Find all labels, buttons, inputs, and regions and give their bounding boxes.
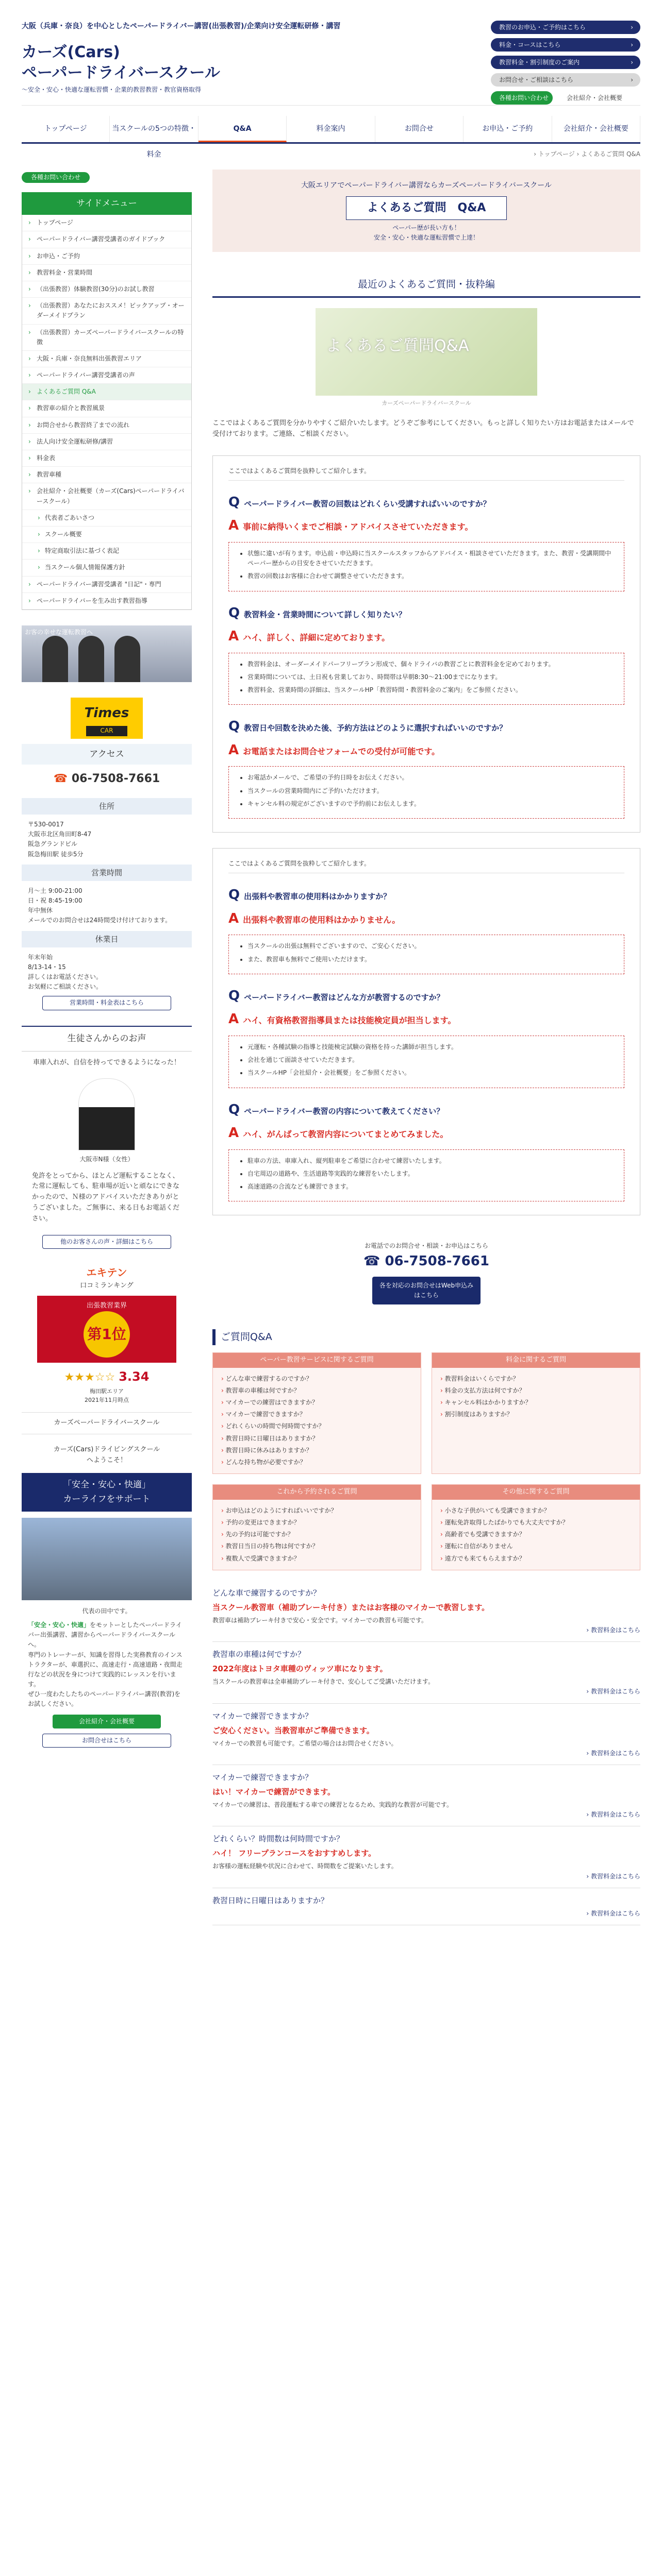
voice-name: 大阪市N様（女性） [79,1156,134,1163]
qa-question: マイカーで練習できますか？ [212,1772,313,1782]
answer-mark-icon: A [228,518,239,534]
category-link[interactable]: › 教習料金はいくらですか？ [440,1373,632,1385]
faq-detail-item: • キャンセル料の規定がございますので予約前にお伝えします。 [247,799,615,809]
rank-badge: 第1位 [84,1311,130,1358]
nav-contact[interactable]: お問合せ [375,116,464,142]
faq-question [228,986,624,1007]
faq-detail-item: • 営業時間については、土日祝も営業しており、時間帯は早朝8:30〜21:00までになります。 [247,672,615,682]
times-car-logo[interactable] [71,698,143,739]
slogan-2: へようこそ！ [86,1456,127,1464]
hero-desc-1: ペーパー歴が長い方も！ [392,224,460,231]
inquiry-button[interactable]: お問合せ・ご相談はこちら › [491,73,640,87]
more-voices-button[interactable]: 他のお客さんの声・詳細はこちら [42,1235,171,1249]
category-link[interactable]: › 小さな子供がいても受講できますか？ [440,1505,632,1517]
qa-answer: 当スクール教習車（補助ブレーキ付き）またはお客様のマイカーで教習します。 [212,1602,490,1612]
faq-detail-item: • 教習料金は、オーダーメイドパーフリープラン形成で、個々ドライバの教習ごとに教習料金を定めております。 [247,659,615,669]
arrow-icon: › [631,41,633,48]
qa-answer: はい！マイカーで練習ができます。 [212,1787,336,1797]
sidebar-item[interactable]: › （出張教習）体験教習(30分)のお試し教習 [22,281,191,298]
qa-more-link[interactable]: › 教習料金はこちら [586,1749,640,1757]
ekiten-logo: エキテン [86,1266,127,1279]
question-mark-icon: Q [228,988,240,1004]
faq-detail-item: • 当スクールの営業時間内にご予約いただけます。 [247,786,615,796]
times-brand: Times [84,705,129,721]
address-text: 〒530-0017 大阪市北区角田町8-47 阪急グランドビル 阪急梅田駅 徒歩5分 [28,821,92,858]
profile-body-2: 専門のトレーナーが、知識を習得した実務教育のインストラクターが、車選択に、高速走行・高速道路・夜間走行などの状況を身につけて実践的にレッスンを行います。 [28,1651,183,1688]
nav-price[interactable]: 料金案内 [287,116,375,142]
sidebar-item[interactable]: › （出張教習）カーズペーパードライバースクールの特徴 [22,325,191,351]
ekiten-sub: 口コミランキング [80,1281,134,1290]
tel-label: お電話でのお問合せ・相談・お申込はこちら [364,1242,488,1250]
rank-box [37,1296,176,1363]
qa-text: 当スクールの教習車は全車補助ブレーキ付きで、安心してご受講いただけます。 [212,1678,435,1686]
sidebar-item[interactable]: › 代表者ごあいさつ [22,510,191,527]
staff-figures [42,636,68,682]
faq-image-text: よくあるご質問Q&A [326,337,469,355]
faq-answer [228,740,624,761]
faq-question-text: ペーパードライバー教習の回数はどれくらい受講すればいいのですか？ [244,499,491,509]
category-link[interactable]: › キャンセル料はかかりますか？ [440,1397,632,1409]
faq-answer [228,908,624,930]
web-inquiry-button[interactable]: 各を対応のお問合せはWeb申込みはこちら [372,1277,481,1304]
faq-detail-item: • 状態に違いが有ります。申込前・申込時に当スクールスタッフからアドバイス・相談させていただきます。また、教習・受講期間中ペーパー歴からの目安をさせていただきます。 [247,549,615,568]
faq-question [228,885,624,906]
category-link[interactable]: › 複数人で受講できますか？ [221,1553,412,1565]
category-link[interactable]: › 料金の支払方法は何ですか？ [440,1385,632,1397]
page-title: よくあるご質問 Q&A [346,196,507,219]
qa-item [212,1642,640,1703]
category-link[interactable]: › どれくらいの時間で何時間ですか？ [221,1420,412,1432]
sidebar-item[interactable]: › 当スクール個人情報保護方針 [22,560,191,576]
faq-answer-text: ハイ、詳しく、詳細に定めております。 [243,633,390,643]
hours-title: 営業時間 [22,865,192,881]
hours-link[interactable]: 営業時間・料金表はこちら [42,996,171,1010]
qa-more-link[interactable]: › 教習料金はこちら [586,1872,640,1880]
faq-detail-item: • 会社を通じて面談させていただきます。 [247,1055,615,1065]
qa-item [212,1826,640,1888]
faq-answer [228,626,624,648]
nav-reserve[interactable]: お申込・ご予約 [464,116,552,142]
category-link[interactable]: › 予約の変更はできますか？ [221,1517,412,1529]
qa-text: お客様の運転経験や状況に合わせて、時間数をご提案いたします。 [212,1862,398,1870]
category-link[interactable]: › 割引制度はありますか？ [440,1409,632,1420]
faq-detail-item: • お電話かメールで、ご希望の予約日時をお伝えください。 [247,773,615,783]
faq-image-caption: カーズペーパードライバースクール [382,400,471,407]
nav-qa[interactable]: Q&A [198,116,287,142]
qa-answer: ハイ！ フリープランコースをおすすめします。 [212,1849,376,1858]
faq-answer-detail [228,935,624,974]
question-mark-icon: Q [228,494,240,510]
nav-company[interactable]: 会社紹介・会社概要 [552,116,640,142]
phone-icon: ☎ [363,1253,385,1269]
qa-list [212,1581,640,1925]
slogan-4: カーライフをサポート [63,1494,151,1504]
area-date: 2021年11月時点 [85,1397,129,1404]
address-title: 住所 [22,798,192,815]
profile-body-3: ぜひ一度わたしたちのペーパードライバー講習(教習)をお試しください。 [28,1690,181,1708]
faq-detail-item: • 当スクールの出張は無料でございますので、ご安心ください。 [247,941,615,951]
sidebar-phone[interactable]: ☎ 06-7508-7661 [53,772,160,785]
question-mark-icon: Q [228,1101,240,1117]
qa-more-link[interactable]: › 教習料金はこちら [586,1811,640,1819]
answer-mark-icon: A [228,1125,239,1141]
sidebar-item[interactable]: › 特定商取引法に基づく表記 [22,543,191,560]
sidebar-item[interactable]: › 大阪・兵庫・奈良無料出張教習エリア [22,351,191,367]
faq-answer-detail [228,542,624,591]
faq-answer-detail [228,766,624,819]
faq-answer [228,1123,624,1144]
sidebar-item[interactable]: › よくあるご質問 Q&A [22,384,191,400]
qa-item [212,1581,640,1642]
slogan-banner [22,1473,192,1511]
hours-text: 月〜土 9:00-21:00 日・祝 8:45-19:00 年中無休 メールでのお問合せは24時間受け付けております。 [28,887,172,924]
arrow-icon: › [631,76,633,83]
area-label: 梅田駅エリア [90,1387,124,1395]
rating-stars: ★★★☆☆ 3.34 [64,1369,150,1384]
faq-question-text: ペーパードライバー教習はどんな方が教習するのですか？ [244,992,444,1002]
faq-answer-detail [228,653,624,705]
slogan-3: 「安全・安心・快適」 [63,1480,151,1490]
logo-line-2[interactable]: ペーパードライバースクール [22,64,220,82]
qa-text: マイカーでの練習は、普段運転する車での練習となるため、実践的な教習が可能です。 [212,1801,453,1808]
faq-box-note: ここではよくあるご質問を抜粋してご紹介します。 [228,859,624,873]
sidebar-item[interactable]: › 料金表 [22,450,191,467]
category-link[interactable]: › 教習日時に休みはありますか？ [221,1445,412,1456]
qa-question: どんな車で練習するのですか？ [212,1588,321,1598]
ceo-photo [22,1518,192,1600]
faq-image [316,308,537,396]
category-link[interactable]: › 教習車の車種は何ですか？ [221,1385,412,1397]
faq-detail-item: • 教習の回数はお客様に合わせて調整させていただきます。 [247,571,615,581]
rank-label: 出張教習業界 [86,1301,127,1310]
qa-question: 教習日時に日曜日はありますか？ [212,1895,329,1905]
header-buttons [491,21,640,109]
faq-detail-item: • 駐車の方法、車庫入れ、縦列駐車をご希望に合わせて練習いたします。 [247,1156,615,1166]
qa-item [212,1888,640,1925]
qa-question: 教習車の車種は何ですか？ [212,1650,306,1659]
faq-answer [228,1009,624,1030]
intro-text: ここではよくあるご質問を分かりやすくご紹介いたします。どうぞご参考にしてください。もっと詳しく知りたい方はお電話またはメールで受付けております。ご連絡、ご相談ください。 [212,419,634,438]
sidebar-item[interactable]: › スクール概要 [22,527,191,543]
faq-question-text: 出張料や教習車の使用料はかかりますか？ [244,892,391,902]
sidebar-item[interactable]: › トップページ [22,215,191,231]
profile-highlight: 「安全・安心・快適」 [28,1621,90,1629]
answer-mark-icon: A [228,742,239,758]
hero-desc-2: 安全・安心・快適な運転習慣で上達！ [373,233,479,241]
nav-top[interactable]: トップページ [22,116,110,142]
times-sub: CAR [86,726,127,736]
profile-body: をモットーとしたペーパードライバー出張講習、講習からペーパードライバースクールへ。 [28,1621,182,1649]
category-link[interactable]: › マイカーでの練習はできますか？ [221,1397,412,1409]
category-head: ペーパー教習サービスに関するご質問 [213,1353,421,1368]
category-link[interactable]: › お申込はどのようにすればいいですか？ [221,1505,412,1517]
faq-detail-item: • また、教習車も無料でご使用いただけます。 [247,955,615,964]
faq-answer-detail [228,1149,624,1202]
closed-title: 休業日 [22,931,192,947]
category-head: その他に関するご質問 [432,1485,640,1500]
qa-question: マイカーで練習できますか？ [212,1711,313,1721]
customer-avatar [78,1078,135,1150]
company-button[interactable]: 会社紹介・会社概要 [558,91,635,104]
discount-button[interactable]: 教習料金・割引制度のご案内 › [491,56,640,69]
nav-features[interactable]: 当スクールの5つの特徴・料金 [110,116,198,142]
faq-detail-item: • 元運転・各種試験の指導と技能検定試験の資格を持った講師が担当します。 [247,1042,615,1052]
answer-mark-icon: A [228,629,239,645]
sidebar-item[interactable]: › 会社紹介・会社概要（カーズ(Cars)ペーパードライバースクール） [22,483,191,510]
tel-box [212,1231,640,1319]
question-mark-icon: Q [228,887,240,903]
question-mark-icon: Q [228,605,240,621]
sidebar-menu-title: サイドメニュー [22,192,192,215]
sidebar-item[interactable]: › ペーパードライバー講習受講者 "日記"・専門 [22,577,191,593]
faq-detail-item: • 高速道路の合流なども練習できます。 [247,1182,615,1192]
faq-question [228,716,624,738]
header-tagline: 大阪（兵庫・奈良）を中心としたペーパードライバー講習(出張教習)/企業向け安全運転研修・講習 [22,22,341,30]
sidebar [22,164,192,1925]
faq-box [212,848,640,1215]
faq-answer-detail [228,1036,624,1088]
qa-more-link[interactable]: › 教習料金はこちら [586,1626,640,1634]
category-head: 料金に関するご質問 [432,1353,640,1368]
faq-answer-text: ハイ、有資格教習指導員または技能検定員が担当します。 [243,1015,456,1026]
category-head: これから予約されるご質問 [213,1485,421,1500]
access-title: アクセス [22,744,192,765]
sidebar-item[interactable]: › ペーパードライバー講習受講者の声 [22,367,191,384]
faq-answer-text: 事前に納得いくまでご相談・アドバイスさせていただきます。 [243,522,473,532]
logo-subtitle: ～安全・安心・快適な運転習慣・企業的教習教習・教官資格取得 [22,86,202,93]
faq-question [228,1099,624,1121]
ekiten-ranking[interactable] [22,1264,192,1405]
faq-box [212,455,640,833]
sidebar-item[interactable]: › 教習車の紹介と教習風景 [22,400,191,417]
site-header [22,0,640,106]
profile-text [22,1620,192,1709]
faq-answer [228,515,624,537]
ceo-caption: 代表の田中です。 [82,1607,131,1615]
category-link[interactable]: › どんな車で練習するのですか？ [221,1373,412,1385]
photo-caption: お客の幸せな運転教習へ [25,628,93,636]
qa-text: 教習車は補助ブレーキ付きで安心・安全です。マイカーでの教習も可能です。 [212,1616,428,1624]
qa-item [212,1704,640,1765]
qa-text: マイカーでの教習も可能です。ご希望の場合はお問合せください。 [212,1739,398,1747]
faq-question [228,603,624,624]
inquiry-link[interactable]: お問合せはこちら [42,1734,171,1748]
contact-small-button[interactable]: 各種お問い合わせ [491,91,553,105]
faq-answer-text: ハイ、がんばって教習内容についてまとめてみました。 [243,1129,449,1140]
answer-mark-icon: A [228,910,239,926]
category-link[interactable]: › マイカーで練習できますか？ [221,1409,412,1420]
staff-photo [22,625,192,682]
faq-question-text: 教習料金・営業時間について詳しく知りたい？ [244,609,406,619]
voice-detail: 免許をとってから、ほとんど運転することなく、た常に運転しても、駐車場が近いと頑なにできなかったので、Ｎ様のアドバイスいただきありがとうございました。ご無事に、来る日もお電話ください。 [32,1172,180,1223]
sidebar-contact-badge[interactable]: 各種お問い合わせ [22,172,90,183]
cars-link[interactable]: カーズペーパードライバースクール [22,1412,192,1434]
answer-mark-icon: A [228,1011,239,1027]
company-profile-button[interactable]: 会社紹介・会社概要 [53,1715,161,1728]
sidebar-item[interactable]: › ペーパードライバー講習受講者のガイドブック [22,231,191,248]
sidebar-item[interactable]: › 教習料金・営業時間 [22,265,191,281]
tel-number[interactable]: ☎ 06-7508-7661 [363,1253,489,1269]
category-box [212,1484,421,1570]
logo-line-1[interactable]: カーズ(Cars) [22,43,120,61]
sidebar-item[interactable]: › ペーパードライバーを生み出す教習指導 [22,593,191,609]
slogan-1: カーズ(Cars)ドライビングスクール [53,1445,160,1453]
sidebar-item[interactable]: › お問合せから教習終了までの流れ [22,417,191,434]
category-link[interactable]: › 先の予約は可能ですか？ [221,1529,412,1540]
voice-title: 生徒さんからのお声 [22,1026,192,1052]
category-link[interactable]: › 教習日当日の持ち物は何ですか？ [221,1540,412,1552]
question-mark-icon: Q [228,719,240,735]
category-box [432,1484,640,1570]
hero [212,170,640,252]
category-link[interactable]: › 教習日時に日曜日はありますか？ [221,1433,412,1445]
category-link[interactable]: › 運転に自信がありません [440,1540,632,1552]
price-course-button[interactable]: 料金・コースはこちら › [491,38,640,52]
sidebar-item[interactable]: › お申込・ご予約 [22,248,191,265]
reservation-button[interactable]: 教習のお申込・ご予約はこちら › [491,21,640,34]
faq-question-text: 教習日や回数を決めた後、予約方法はどのように選択すればいいのですか？ [244,723,507,733]
main-content [212,164,640,1925]
qa-question: どれくらい？時間数は何時間ですか？ [212,1834,344,1844]
faq-answer-text: お電話またはお問合せフォームでの受付が可能です。 [243,746,440,756]
hero-sub: 大阪エリアでペーパードライバー講習ならカーズペーパードライバースクール [301,181,552,190]
closed-text: 年末年始 8/13-14・15 詳しくはお電話ください。 お気軽にご相談ください。 [28,953,103,991]
sidebar-item[interactable]: › 法人向け安全運転研修/講習 [22,434,191,450]
category-box [432,1352,640,1474]
faq-question-text: ペーパードライバー教習の内容について教えてください？ [244,1106,444,1116]
breadcrumb[interactable]: › トップページ › よくあるご質問 Q&A [534,150,640,158]
qa-list-title: ご質問Q&A [212,1329,640,1345]
faq-detail-item: • 教習料金、営業時間の詳細は、当スクールHP「教習時間・教習料金のご案内」をご参照ください。 [247,685,615,695]
category-grid [212,1352,640,1570]
qa-more-link[interactable]: › 教習料金はこちら [586,1909,640,1917]
faq-question [228,492,624,514]
qa-answer: 2022年度はトヨタ車種のヴィッツ車になります。 [212,1664,388,1674]
category-link[interactable]: › 高齢者でも受講できますか？ [440,1529,632,1540]
qa-answer: ご安心ください。当教習車がご準備できます。 [212,1725,374,1735]
sidebar-menu [22,215,192,610]
faq-answer-text: 出張料や教習車の使用料はかかりません。 [243,914,401,925]
category-link[interactable]: › どんな持ち物が必要ですか？ [221,1456,412,1468]
faq-box-note: ここではよくあるご質問を抜粋してご紹介します。 [228,466,624,481]
sidebar-item[interactable]: › 教習車種 [22,467,191,483]
qa-list-section [212,1329,640,1925]
qa-item [212,1765,640,1826]
rating-score: 3.34 [119,1369,150,1384]
sidebar-item[interactable]: › （出張教習）あなたにおススメ！ピックアップ・オーダーメイドプラン [22,298,191,324]
category-box [212,1352,421,1474]
phone-icon: ☎ [53,772,72,785]
arrow-icon: › [631,59,633,66]
faq-detail-item: • 当スクールHP「会社紹介・会社概要」をご参照ください。 [247,1068,615,1078]
category-link[interactable]: › 遠方でも来てもらえますか？ [440,1553,632,1565]
voice-text: 車庫入れが、自信を持ってできるようになった！ [32,1058,180,1066]
category-link[interactable]: › 運転免許取得したばかりでも大丈夫ですか？ [440,1517,632,1529]
faq-detail-item: • 自宅周辺の道路や、生活道路等実践的な練習をいたします。 [247,1169,615,1179]
arrow-icon: › [631,24,633,31]
qa-more-link[interactable]: › 教習料金はこちら [586,1688,640,1696]
recent-faq-title: 最近のよくあるご質問・抜粋編 [212,273,640,298]
